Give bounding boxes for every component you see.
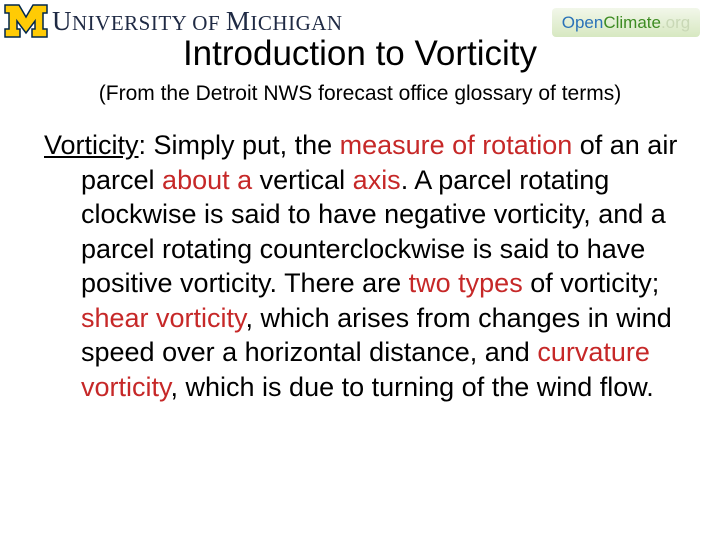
slide-title: Introduction to Vorticity [182, 34, 538, 73]
logo-part-org: .org [660, 12, 691, 32]
highlight-measure-of-rotation: measure of rotation [339, 130, 573, 160]
highlight-two-types: two types [408, 268, 523, 298]
logo-part-climate: Climate [603, 12, 661, 32]
highlight-curvature-vorticity: curvature vorticity [81, 337, 650, 402]
logo-part-open: Open [561, 12, 604, 32]
term-vorticity: Vorticity [44, 130, 139, 160]
highlight-shear-vorticity: shear vorticity [81, 302, 246, 333]
highlight-about-a: about a [162, 164, 253, 195]
vorticity-definition: Vorticity: Simply put, the measure of rotation of an air parcel about a vertical axis. A parcel rotating clockwise is said to have negative vorticity, and a parcel rotating counterclockwise is said to have positive vorticity. There are two types of vorticity; shear vorticity, which arises from changes in wind speed over a horizontal distance, and curvature vorticity, which is due to turning of the wind flow. [44, 130, 678, 402]
university-wordmark: UNIVERSITY OF MICHIGAN [52, 5, 343, 36]
slide-subtitle: (From the Detroit NWS forecast office glossary of terms) [98, 82, 622, 105]
highlight-axis: axis [352, 164, 401, 195]
